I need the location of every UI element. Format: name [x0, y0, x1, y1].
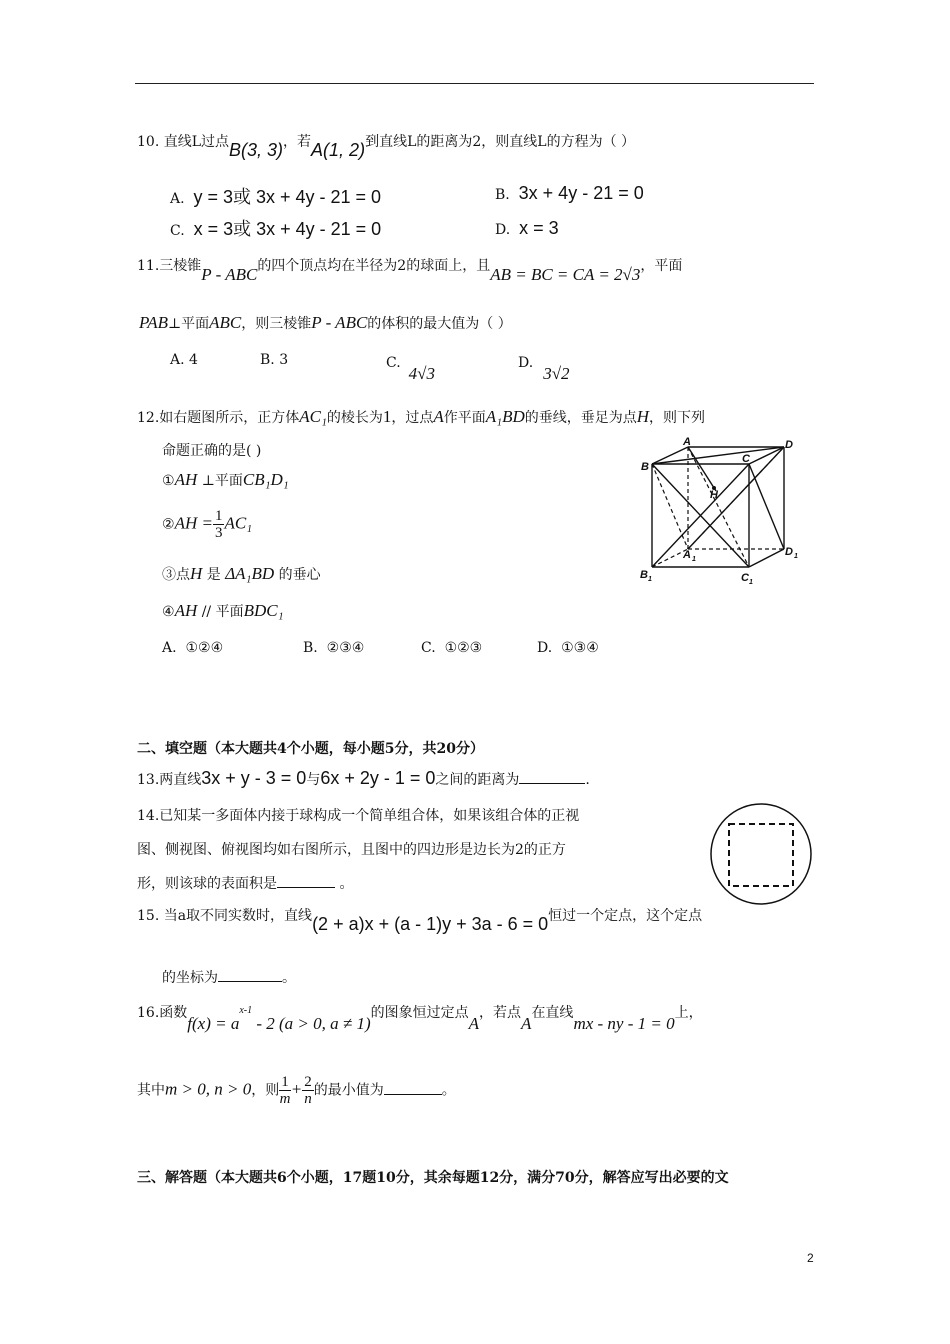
sphere-circle	[711, 804, 811, 904]
section-3-heading: 三、解答题（本大题共6个小题，17题10分，其余每题12分，满分70分，解答应写出必要的文	[137, 1170, 729, 1186]
q15: 15. 当a取不同实数时，直线(2 + a)x + (a - 1)y + 3a - 6 = 0恒过一个定点，这个定点	[137, 908, 703, 934]
q12-option-a: A. ①②④	[162, 640, 224, 656]
q13: 13.两直线3x + y - 3 = 0与6x + 2y - 1 = 0之间的距离为 .	[137, 768, 590, 788]
label-b: B	[641, 461, 649, 473]
q12-statement-3: ③点H 是 ΔA₁BD 的垂心	[162, 564, 321, 583]
q10-prefix: 10. 直线L过点	[137, 134, 230, 150]
q12-stem: 12.如右题图所示，正方体AC₁的棱长为1，过点A作平面A₁BD的垂线，垂足为点H，则下列	[137, 407, 706, 426]
q10-point-a: A(1, 2)	[311, 140, 366, 160]
q11-option-c: C.4√3	[386, 355, 436, 383]
q10-mid: ，若	[283, 134, 312, 150]
q15-answer-blank	[218, 969, 282, 982]
q12-line2: 命题正确的是( )	[162, 443, 262, 459]
q11-condition: AB = BC = CA = 2√3	[490, 265, 641, 284]
q16-answer-blank	[384, 1082, 442, 1095]
label-d1: D	[785, 546, 793, 558]
q14-line2: 图、侧视图、俯视图均如右图所示，且图中的四边形是边长为2的正方	[137, 842, 566, 858]
svg-text:1: 1	[648, 576, 652, 583]
label-a: A	[683, 436, 691, 448]
q15-equation: (2 + a)x + (a - 1)y + 3a - 6 = 0	[312, 914, 549, 934]
svg-text:1: 1	[749, 579, 753, 586]
label-c: C	[742, 453, 750, 465]
q10-stem	[137, 130, 636, 160]
q14-line1: 14.已知某一多面体内接于球构成一个简单组合体，如果该组合体的正视	[137, 808, 580, 824]
q10-suffix: 到直线L的距离为2，则直线L的方程为（ ）	[365, 134, 636, 150]
label-b1: B	[640, 569, 648, 581]
q11-option-d: D.3√2	[518, 355, 570, 383]
cube-figure	[636, 436, 798, 586]
q12-statement-1: ①AH ⊥平面CB₁D₁	[162, 470, 289, 489]
page-number: 2	[807, 1251, 814, 1265]
q10-option-b: B. 3x + 4y - 21 = 0	[495, 183, 644, 203]
q12-fraction: $\frac{1}{3}$	[214, 508, 223, 541]
q12-option-d: D. ①③④	[537, 640, 599, 656]
header-rule	[135, 83, 814, 84]
q15-line2: 的坐标为 。	[162, 970, 296, 986]
q10-option-c: C. x = 3或 3x + 4y - 21 = 0	[170, 219, 382, 239]
q12-statement-4: ④AH // 平面BDC₁	[162, 601, 284, 620]
q14-answer-blank	[277, 875, 335, 888]
q13-answer-blank	[519, 771, 585, 784]
q10-point-b: B(3, 3)	[229, 140, 284, 160]
q16-fraction-2: $\frac{2}{n}$	[304, 1074, 312, 1107]
q12-option-b: B. ②③④	[303, 640, 365, 656]
label-d: D	[785, 439, 793, 451]
q11-option-a: A. 4	[170, 352, 198, 368]
svg-text:1: 1	[692, 556, 696, 563]
inscribed-square	[729, 824, 793, 886]
q11-stem: 11.三棱锥P - ABC的四个顶点均在半径为2的球面上，且AB = BC = CA = 2√3，平面	[137, 258, 683, 284]
q11-option-b: B. 3	[260, 352, 289, 368]
q14-line3: 形，则该球的表面积是 。	[137, 876, 354, 892]
q12-option-c: C. ①②③	[421, 640, 483, 656]
q10-option-d: D. x = 3	[495, 218, 559, 238]
section-2-heading: 二、填空题（本大题共4个小题，每小题5分，共20分）	[137, 741, 484, 757]
sphere-figure	[704, 803, 818, 905]
svg-text:1: 1	[794, 553, 798, 560]
label-h: H	[710, 489, 718, 501]
q12-statement-2: ②AH = $\frac{1}{3}$ AC₁	[162, 508, 253, 541]
label-a1: A	[683, 549, 691, 561]
q10-option-a: A. y = 3或 3x + 4y - 21 = 0	[170, 187, 382, 207]
label-c1: C	[741, 572, 749, 584]
q11-pyramid: P - ABC	[201, 265, 258, 284]
q11-line2: PAB⊥平面ABC，则三棱锥P - ABC的体积的最大值为（ ）	[139, 313, 512, 332]
q16-fraction-1: $\frac{1}{m}$	[279, 1074, 291, 1107]
q16: 16.函数$f(x) = a^{x-1} - 2$ (a > 0, a ≠ 1)的图象恒过定点A，若点A在直线mx - ny - 1 = 0上，	[137, 1005, 703, 1033]
q16-line2: 其中m > 0, n > 0，则 $\frac{1}{m}$ + $\frac{2}{n}$ 的最小值为 。	[137, 1074, 456, 1107]
